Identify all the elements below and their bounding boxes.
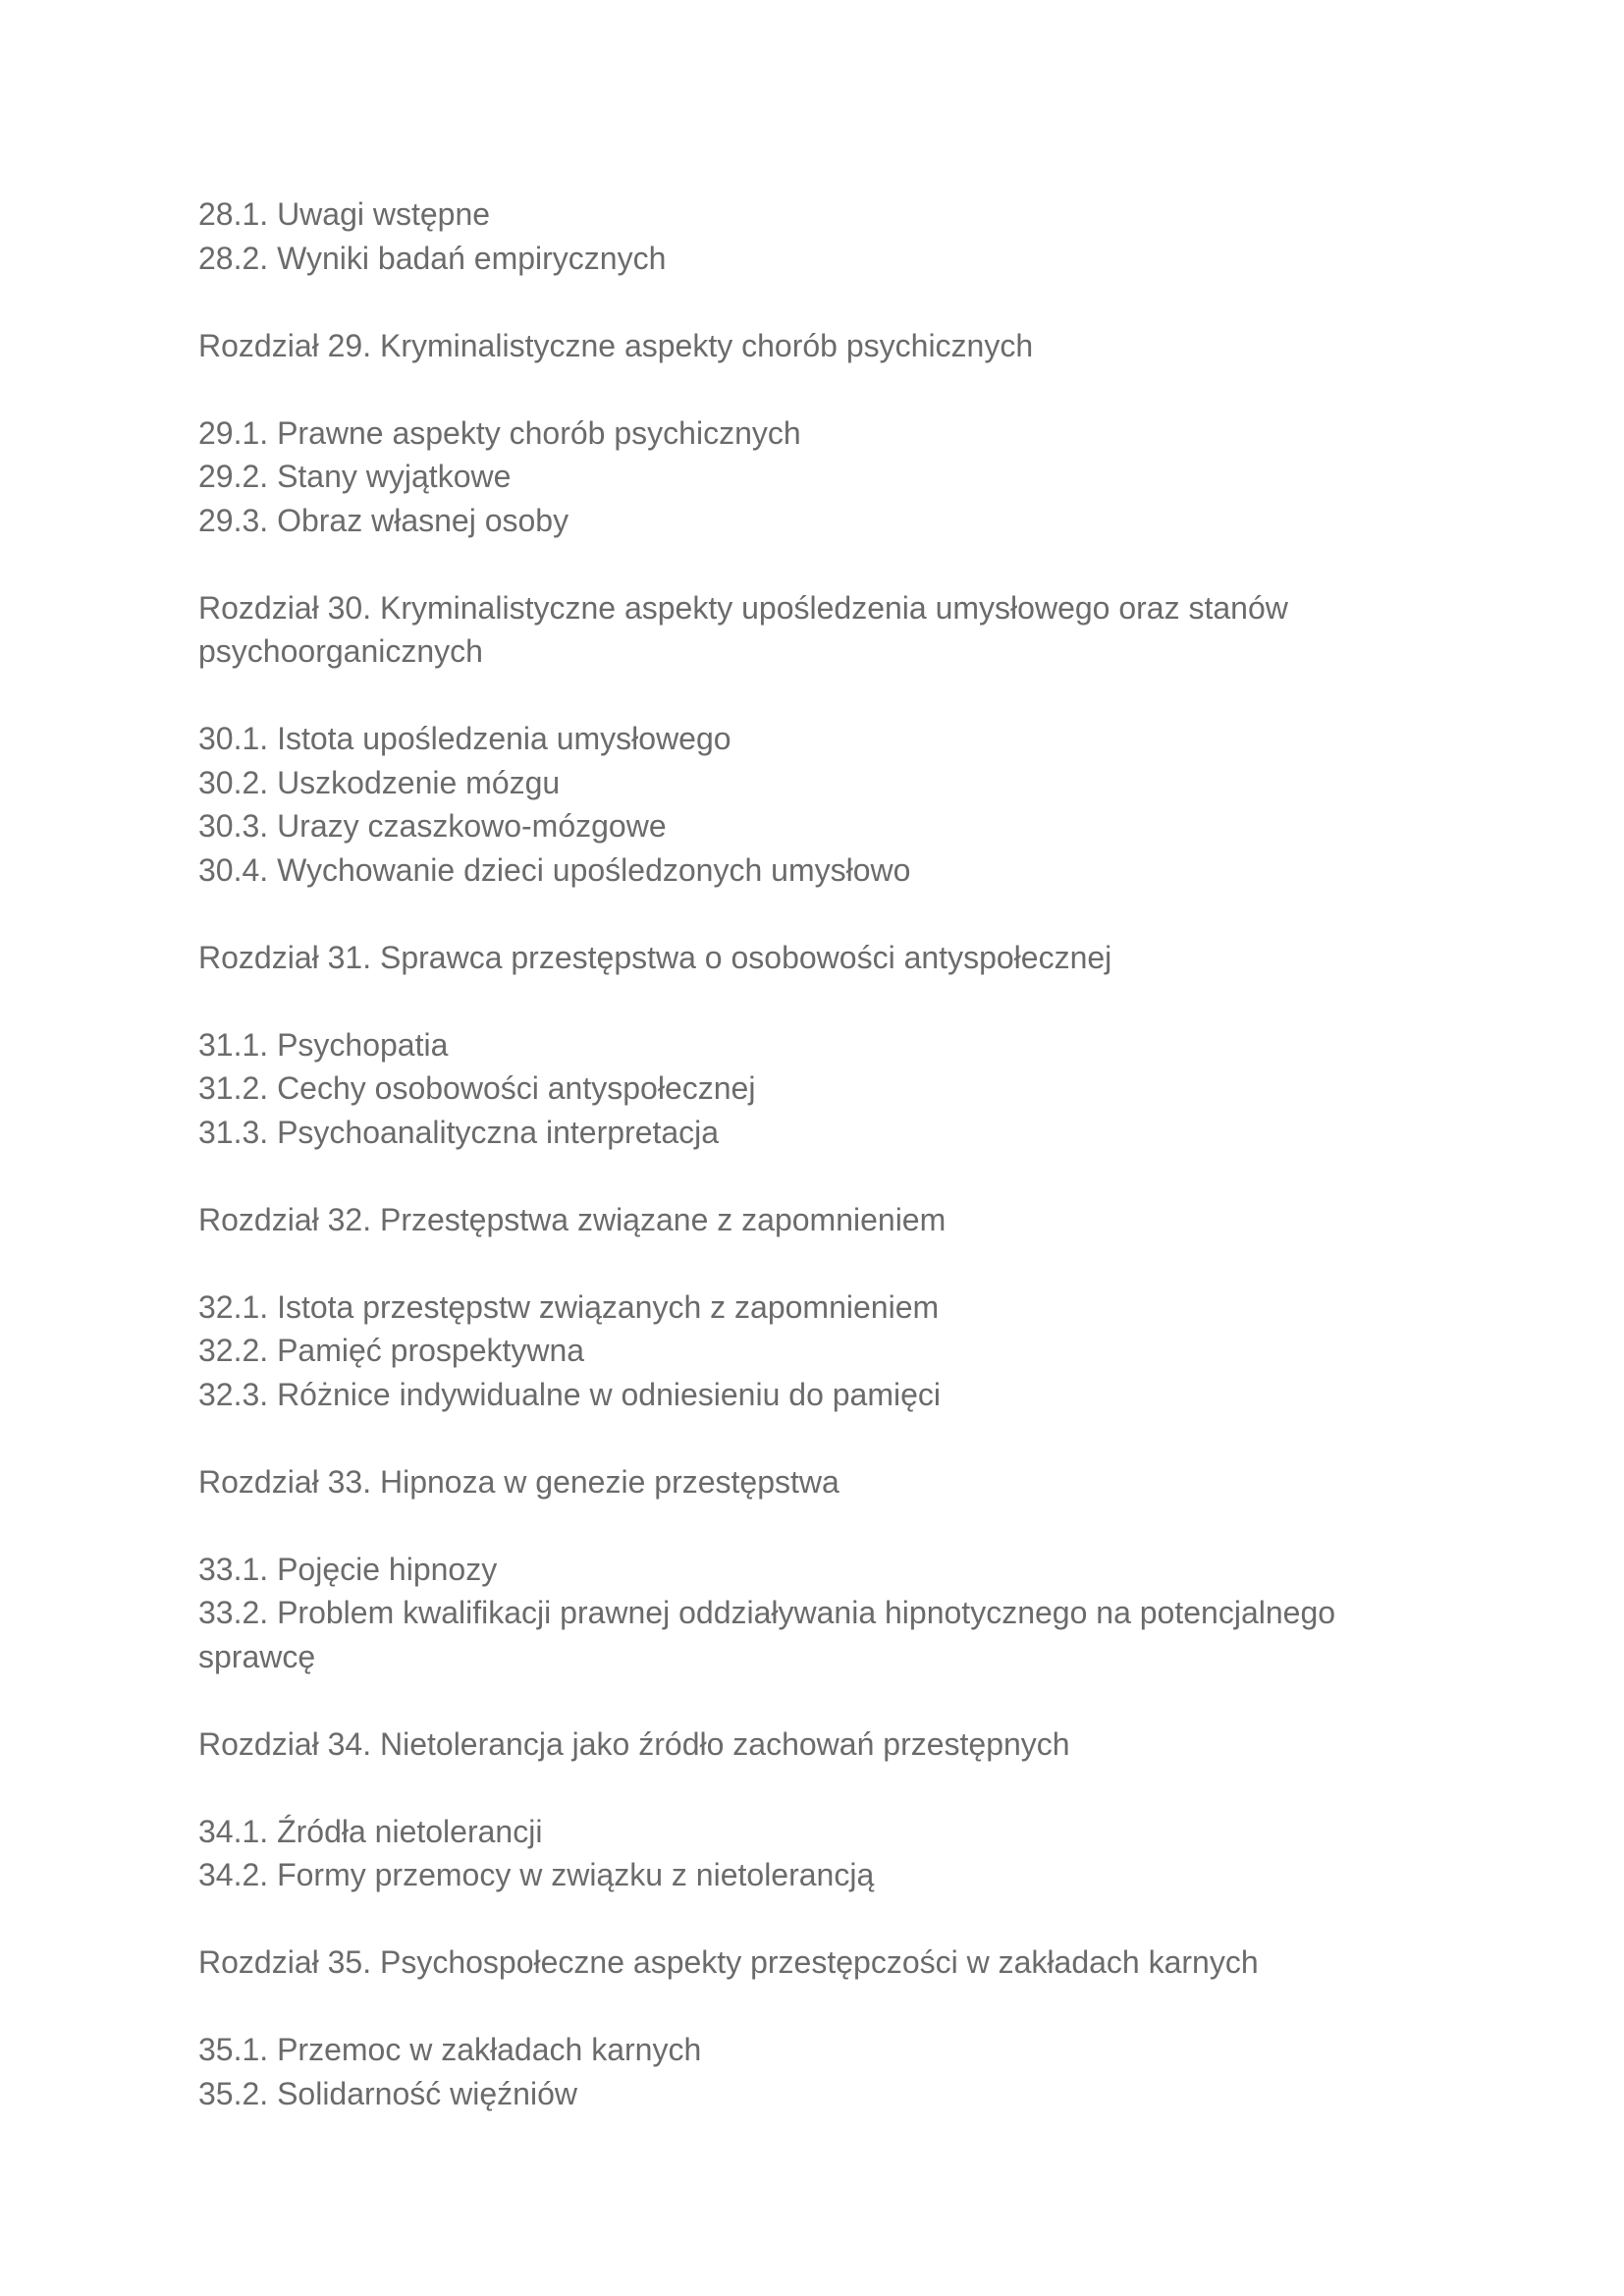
toc-entry: 34.1. Źródła nietolerancji xyxy=(198,1813,543,1849)
chapter-heading xyxy=(198,324,1475,368)
toc-entry: 33.2. Problem kwalifikacji prawnej oddziaływania hipnotycznego na potencjalnego xyxy=(198,1595,1336,1630)
toc-entry: 31.2. Cechy osobowości antyspołecznej xyxy=(198,1070,756,1106)
chapter-heading xyxy=(198,936,1475,980)
chapter-heading xyxy=(198,1941,1475,1985)
toc-section xyxy=(198,1285,1475,1417)
chapter-title: Rozdział 34. Nietolerancja jako źródło zachowań przestępnych xyxy=(198,1725,1070,1762)
toc-section xyxy=(198,1548,1475,1679)
toc-entry: 30.2. Uszkodzenie mózgu xyxy=(198,764,561,800)
chapter-title: Rozdział 30. Kryminalistyczne aspekty upośledzenia umysłowego oraz stanów xyxy=(198,589,1288,626)
chapter-heading xyxy=(198,1198,1475,1242)
chapter-heading xyxy=(198,1722,1475,1767)
toc-section xyxy=(198,2028,1475,2115)
document-page xyxy=(198,192,1475,2159)
chapter-title-continued: psychoorganicznych xyxy=(198,633,483,669)
toc-entry: 33.1. Pojęcie hipnozy xyxy=(198,1551,498,1587)
toc-entry: 29.1. Prawne aspekty chorób psychicznych xyxy=(198,414,801,451)
chapter-title: Rozdział 32. Przestępstwa związane z zapomnieniem xyxy=(198,1201,947,1237)
toc-entry: 32.3. Różnice indywidualne w odniesieniu do pamięci xyxy=(198,1376,942,1412)
toc-entry: 31.1. Psychopatia xyxy=(198,1026,449,1063)
toc-entry: 32.2. Pamięć prospektywna xyxy=(198,1333,585,1368)
toc-entry: 35.1. Przemoc w zakładach karnych xyxy=(198,2032,702,2067)
toc-entry: 34.2. Formy przemocy w związku z nietolerancją xyxy=(198,1857,875,1892)
chapter-title: Rozdział 33. Hipnoza w genezie przestępstwa xyxy=(198,1463,839,1500)
toc-entry: 29.3. Obraz własnej osoby xyxy=(198,502,569,538)
chapter-title: Rozdział 31. Sprawca przestępstwa o osobowości antyspołecznej xyxy=(198,939,1112,975)
toc-entry: 31.3. Psychoanalityczna interpretacja xyxy=(198,1114,720,1150)
toc-entry: 30.1. Istota upośledzenia umysłowego xyxy=(198,721,731,756)
toc-entry: 28.2. Wyniki badań empirycznych xyxy=(198,240,667,276)
toc-section xyxy=(198,411,1475,543)
toc-entry: 35.2. Solidarność więźniów xyxy=(198,2075,577,2111)
toc-entry: 32.1. Istota przestępstw związanych z zapomnieniem xyxy=(198,1288,940,1325)
toc-section xyxy=(198,1810,1475,1897)
chapter-title: Rozdział 29. Kryminalistyczne aspekty chorób psychicznych xyxy=(198,327,1034,363)
chapter-heading xyxy=(198,586,1475,674)
toc-entry: 28.1. Uwagi wstępne xyxy=(198,196,491,232)
toc-section xyxy=(198,192,1475,280)
chapter-title: Rozdział 35. Psychospołeczne aspekty przestępczości w zakładach karnych xyxy=(198,1944,1259,1980)
toc-entry: 30.3. Urazy czaszkowo-mózgowe xyxy=(198,808,667,844)
toc-section xyxy=(198,1023,1475,1155)
chapter-heading xyxy=(198,1460,1475,1504)
toc-entry: 30.4. Wychowanie dzieci upośledzonych umysłowo xyxy=(198,851,911,888)
toc-section xyxy=(198,717,1475,892)
toc-entry-continued: sprawcę xyxy=(198,1638,316,1674)
toc-entry: 29.2. Stany wyjątkowe xyxy=(198,459,512,494)
